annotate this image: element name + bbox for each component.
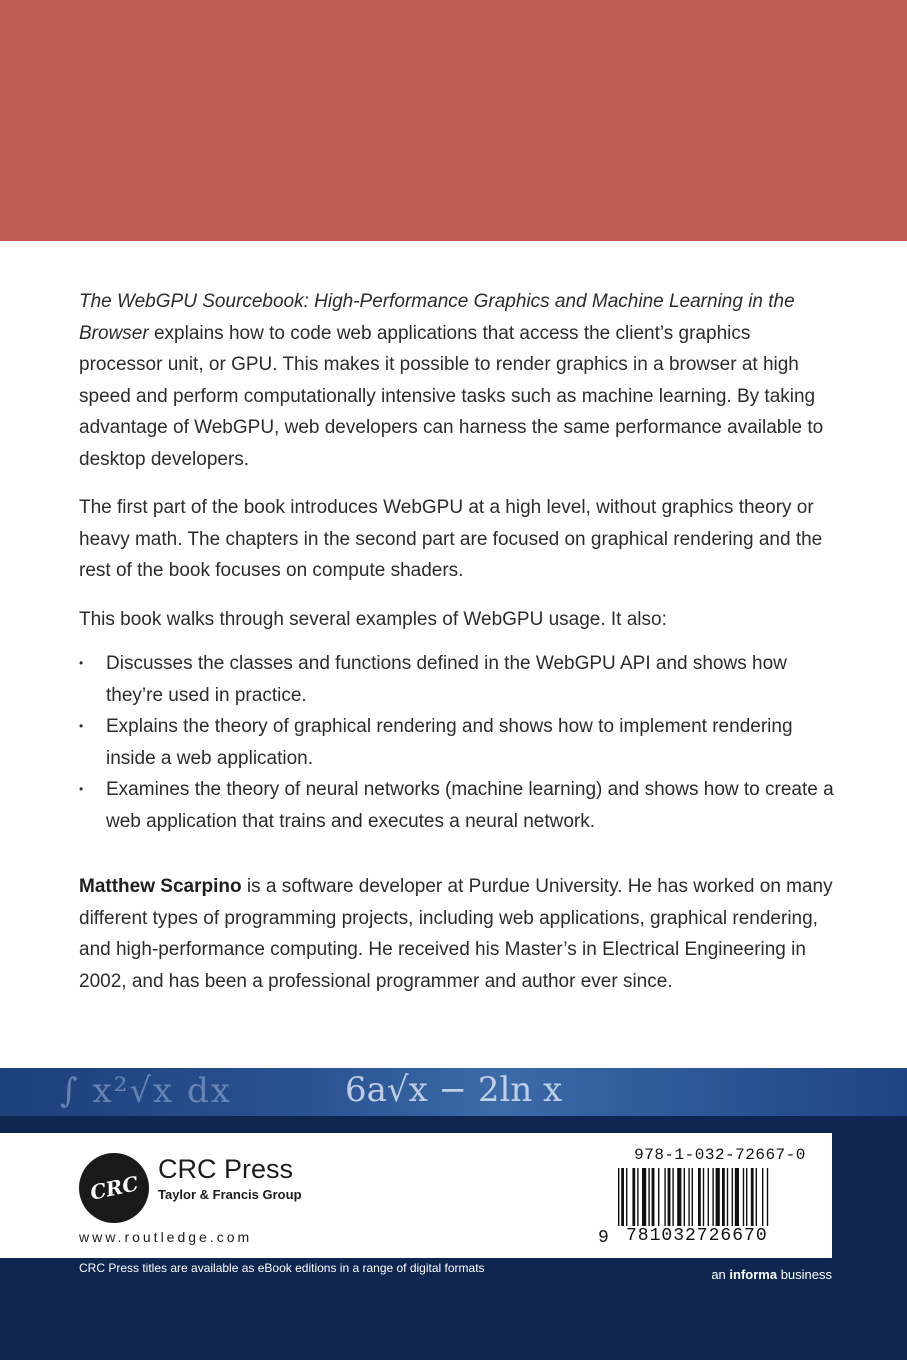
barcode-bar: [708, 1168, 709, 1226]
book-title: The WebGPU Sourcebook: High-Performance Graphics and Machine Learning in the Browser: [79, 291, 795, 344]
publisher-name: CRC Press: [158, 1154, 294, 1184]
informa-word: informa: [729, 1267, 778, 1282]
bullet-icon: •: [79, 782, 84, 796]
list-item: [79, 774, 839, 837]
list-item-text: Discusses the classes and functions defined in the WebGPU API and shows how they’re used in practice.: [106, 653, 787, 706]
book-description: [79, 286, 839, 837]
barcode-bar: [735, 1168, 739, 1226]
description-paragraph-2: The first part of the book introduces WebGPU at a high level, without graphics theory or heavy math. The chapters in the second part are focused on graphical rendering and the rest of the book focuses on compute shaders.: [79, 497, 823, 581]
ean-digits: 781032726670: [626, 1226, 768, 1246]
bullet-icon: •: [79, 719, 84, 733]
barcode-bar: [642, 1168, 646, 1226]
crc-logo-icon: [79, 1153, 149, 1223]
informa-business-tagline: [711, 1267, 832, 1282]
description-paragraph-1: [79, 286, 839, 475]
math-formula-right: 6a√x − 2ln x: [345, 1070, 563, 1110]
barcode-bar: [684, 1168, 685, 1226]
list-item-text: Explains the theory of graphical rendering and shows how to implement rendering inside a web application.: [106, 716, 793, 769]
barcode-bar: [692, 1168, 693, 1226]
barcode-bar: [632, 1168, 635, 1226]
ean-lead-digit: 9: [598, 1228, 609, 1248]
author-bio: [79, 871, 839, 997]
description-paragraph-3: This book walks through several examples of WebGPU usage. It also:: [79, 608, 667, 630]
feature-list: [79, 648, 839, 837]
barcode-bar: [688, 1168, 689, 1226]
barcode-bar: [658, 1168, 659, 1226]
description-paragraph-1-text: explains how to code web applications that access the client’s graphics processor unit, or GPU. This makes it possible to render graphics in a browser at high speed and perform computationally intensive tasks such as machine learning. By taking advantage of WebGPU, web developers can harness the same performance available to desktop developers.: [79, 322, 824, 470]
bullet-icon: •: [79, 656, 84, 670]
publisher-group: Taylor & Francis Group: [158, 1187, 302, 1202]
barcode-bar: [672, 1168, 673, 1226]
math-formula-left: ∫ x²√x dx: [60, 1071, 232, 1111]
barcode-bar: [743, 1168, 744, 1226]
barcode-bar: [664, 1168, 665, 1226]
barcode-bar: [621, 1168, 624, 1226]
informa-prefix: an: [711, 1267, 730, 1282]
barcode-bar: [668, 1168, 671, 1226]
cover-color-band: [0, 0, 907, 241]
math-formula-strip: [0, 1068, 907, 1116]
crc-logo-text: CRC: [87, 1171, 141, 1205]
barcode-bar: [698, 1168, 701, 1226]
barcode-bar: [756, 1168, 757, 1226]
publisher-website[interactable]: www.routledge.com: [79, 1229, 253, 1245]
ebook-availability-note: CRC Press titles are available as eBook editions in a range of digital formats: [79, 1261, 485, 1275]
barcode-bar: [652, 1168, 655, 1226]
list-item-text: Examines the theory of neural networks (machine learning) and shows how to create a web application that trains and executes a neural network.: [106, 779, 834, 832]
barcode-bars: [618, 1168, 820, 1226]
barcode-bar: [703, 1168, 704, 1226]
informa-suffix: business: [777, 1267, 832, 1282]
barcode-bar: [626, 1168, 627, 1226]
barcode-bar: [716, 1168, 720, 1226]
isbn-number: 978-1-032-72667-0: [634, 1146, 806, 1164]
list-item: [79, 711, 839, 774]
barcode-bar: [648, 1168, 649, 1226]
barcode-bar: [746, 1168, 747, 1226]
barcode-bar: [677, 1168, 681, 1226]
barcode-bar: [762, 1168, 763, 1226]
barcode-bar: [751, 1168, 754, 1226]
barcode-bar: [618, 1168, 619, 1226]
barcode-bar: [767, 1168, 768, 1226]
barcode-bar: [722, 1168, 725, 1226]
barcode-bar: [732, 1168, 733, 1226]
barcode-bar: [727, 1168, 728, 1226]
barcode-bar: [637, 1168, 638, 1226]
author-bio-text: is a software developer at Purdue University. He has worked on many different types of programming projects, including web applications, graphical rendering, and high-performance computing. He received his Master’s in Electrical Engineering in 2002, and has been a professional programmer and author ever since.: [79, 876, 833, 992]
list-item: [79, 648, 839, 711]
barcode-bar: [712, 1168, 713, 1226]
isbn-barcode: [590, 1146, 822, 1252]
author-name: Matthew Scarpino: [79, 876, 242, 897]
